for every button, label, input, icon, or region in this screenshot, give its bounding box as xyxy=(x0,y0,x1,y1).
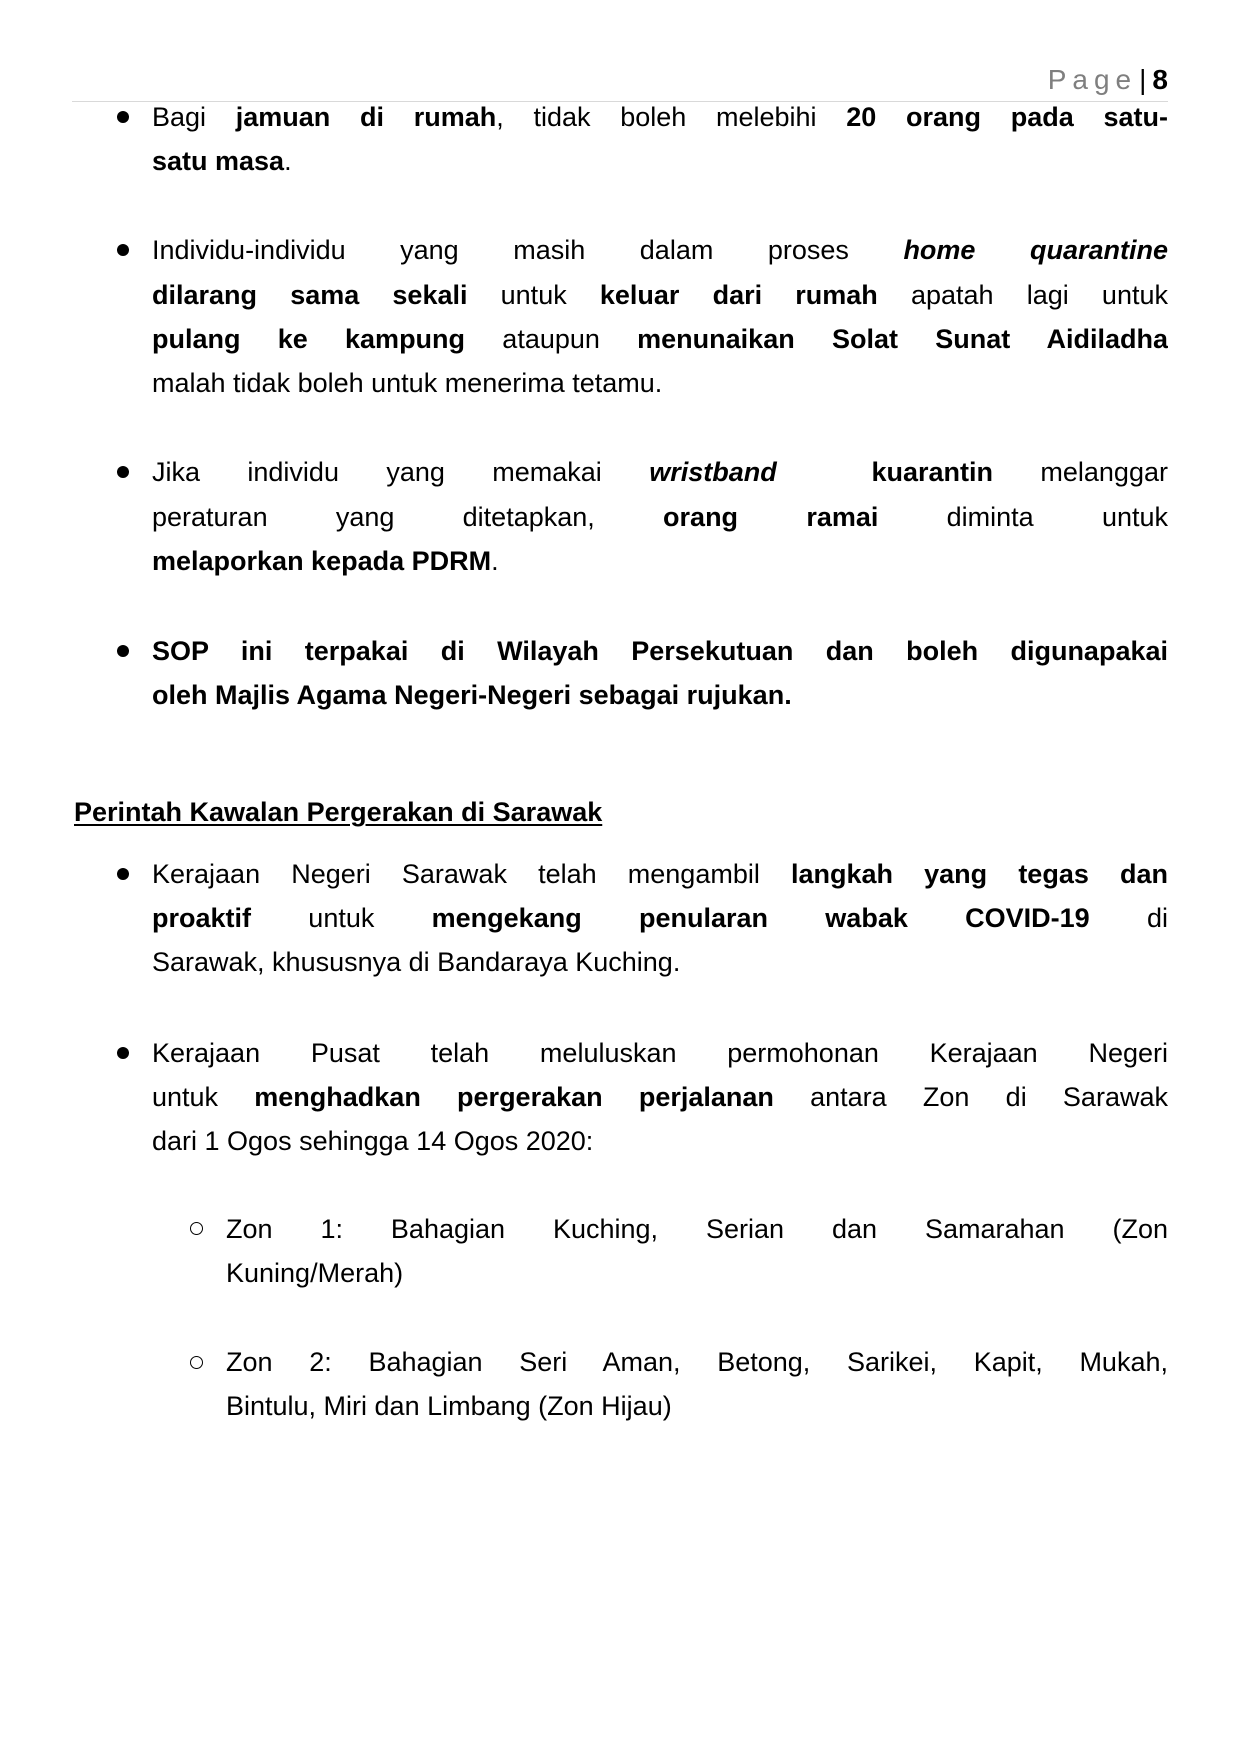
bold-text-segment: menunaikan Solat Sunat Aidiladha xyxy=(637,324,1168,354)
bold-text-segment: orang ramai xyxy=(663,502,879,532)
page-separator: | xyxy=(1139,64,1147,95)
text-segment: Zon 1: Bahagian Kuching, Serian dan Samarahan (Zon xyxy=(226,1214,1168,1244)
text-segment: Kerajaan Negeri Sarawak telah mengambil xyxy=(152,859,791,889)
text-segment: untuk xyxy=(467,280,600,310)
bullet-icon xyxy=(117,1047,129,1059)
text-segment: Individu-individu yang masih dalam proses xyxy=(152,235,904,265)
bold-text-segment: dilarang sama sekali xyxy=(152,280,468,310)
bold-text-segment: jamuan di rumah xyxy=(235,102,497,132)
text-segment: apatah lagi untuk xyxy=(877,280,1168,310)
bold-text-segment: kuarantin xyxy=(871,457,994,487)
bullet-line xyxy=(152,144,1168,178)
text-segment: dari 1 Ogos sehingga 14 Ogos 2020: xyxy=(152,1126,594,1156)
bullet-line xyxy=(152,1124,1168,1158)
bold-italic-text-segment: wristband xyxy=(649,457,777,487)
text-segment: . xyxy=(284,146,292,176)
text-segment: Kuning/Merah) xyxy=(226,1258,404,1288)
bullet-line xyxy=(152,634,1168,668)
bullet-line xyxy=(152,233,1168,267)
text-segment: Jika individu yang memakai xyxy=(152,457,650,487)
bullet-line xyxy=(152,1036,1168,1070)
bullet-line xyxy=(152,901,1168,935)
bold-text-segment: oleh Majlis Agama Negeri-Negeri sebagai rujukan. xyxy=(152,680,792,710)
bullet-icon xyxy=(117,868,129,880)
bullet-line xyxy=(152,544,1168,578)
text-segment: untuk xyxy=(251,903,432,933)
bullet-line xyxy=(152,278,1168,312)
text-segment: untuk xyxy=(152,1082,255,1112)
text-segment: peraturan yang ditetapkan, xyxy=(152,502,664,532)
bold-text-segment: mengekang penularan wabak COVID-19 xyxy=(431,903,1090,933)
text-segment: Zon 2: Bahagian Seri Aman, Betong, Sarikei, Kapit, Mukah, xyxy=(226,1347,1168,1377)
bold-text-segment: proaktif xyxy=(152,903,252,933)
text-segment: Bintulu, Miri dan Limbang (Zon Hijau) xyxy=(226,1391,672,1421)
zone-line xyxy=(226,1256,1168,1290)
text-segment: Kerajaan Pusat telah meluluskan permohonan Kerajaan Negeri xyxy=(152,1038,1168,1068)
bold-text-segment: 20 orang pada satu- xyxy=(846,102,1168,132)
text-segment: ataupun xyxy=(465,324,638,354)
text-segment: Sarawak, khususnya di Bandaraya Kuching. xyxy=(152,947,681,977)
bullet-line xyxy=(152,678,1168,712)
text-segment: diminta untuk xyxy=(878,502,1168,532)
zone-line xyxy=(226,1212,1168,1246)
text-segment: malah tidak boleh untuk menerima tetamu. xyxy=(152,368,663,398)
page-header xyxy=(1048,62,1168,98)
section-heading: Perintah Kawalan Pergerakan di Sarawak xyxy=(74,797,603,827)
bold-text-segment: melaporkan kepada PDRM xyxy=(152,546,492,576)
bullet-icon xyxy=(117,645,129,657)
bold-text-segment: pulang ke kampung xyxy=(152,324,466,354)
text-segment: . xyxy=(491,546,499,576)
text-segment xyxy=(777,457,872,487)
page-number: 8 xyxy=(1152,64,1168,95)
bullet-line xyxy=(152,455,1168,489)
bullet-line xyxy=(152,857,1168,891)
bold-text-segment: SOP ini terpakai di Wilayah Persekutuan dan boleh digunapakai xyxy=(152,636,1168,666)
bold-text-segment: keluar dari rumah xyxy=(599,280,878,310)
page-label: Page xyxy=(1047,64,1138,95)
text-segment: , tidak boleh melebihi xyxy=(496,102,847,132)
bold-italic-text-segment: home quarantine xyxy=(903,235,1168,265)
bullet-line xyxy=(152,100,1168,134)
zone-line xyxy=(226,1389,1168,1423)
bullet-icon xyxy=(117,111,129,123)
zone-line xyxy=(226,1345,1168,1379)
circle-bullet-icon xyxy=(190,1356,203,1369)
bullet-line xyxy=(152,500,1168,534)
bullet-line xyxy=(152,322,1168,356)
text-segment: di xyxy=(1089,903,1168,933)
bullet-icon xyxy=(117,466,129,478)
bold-text-segment: langkah yang tegas dan xyxy=(790,859,1168,889)
bullet-line xyxy=(152,366,1168,400)
text-segment: melanggar xyxy=(993,457,1168,487)
circle-bullet-icon xyxy=(190,1222,203,1235)
bullet-line xyxy=(152,1080,1168,1114)
bold-text-segment: menghadkan pergerakan perjalanan xyxy=(254,1082,774,1112)
bullet-icon xyxy=(117,244,129,256)
bullet-line xyxy=(152,945,1168,979)
text-segment: antara Zon di Sarawak xyxy=(773,1082,1168,1112)
bold-text-segment: satu masa xyxy=(152,146,285,176)
text-segment: Bagi xyxy=(152,102,236,132)
